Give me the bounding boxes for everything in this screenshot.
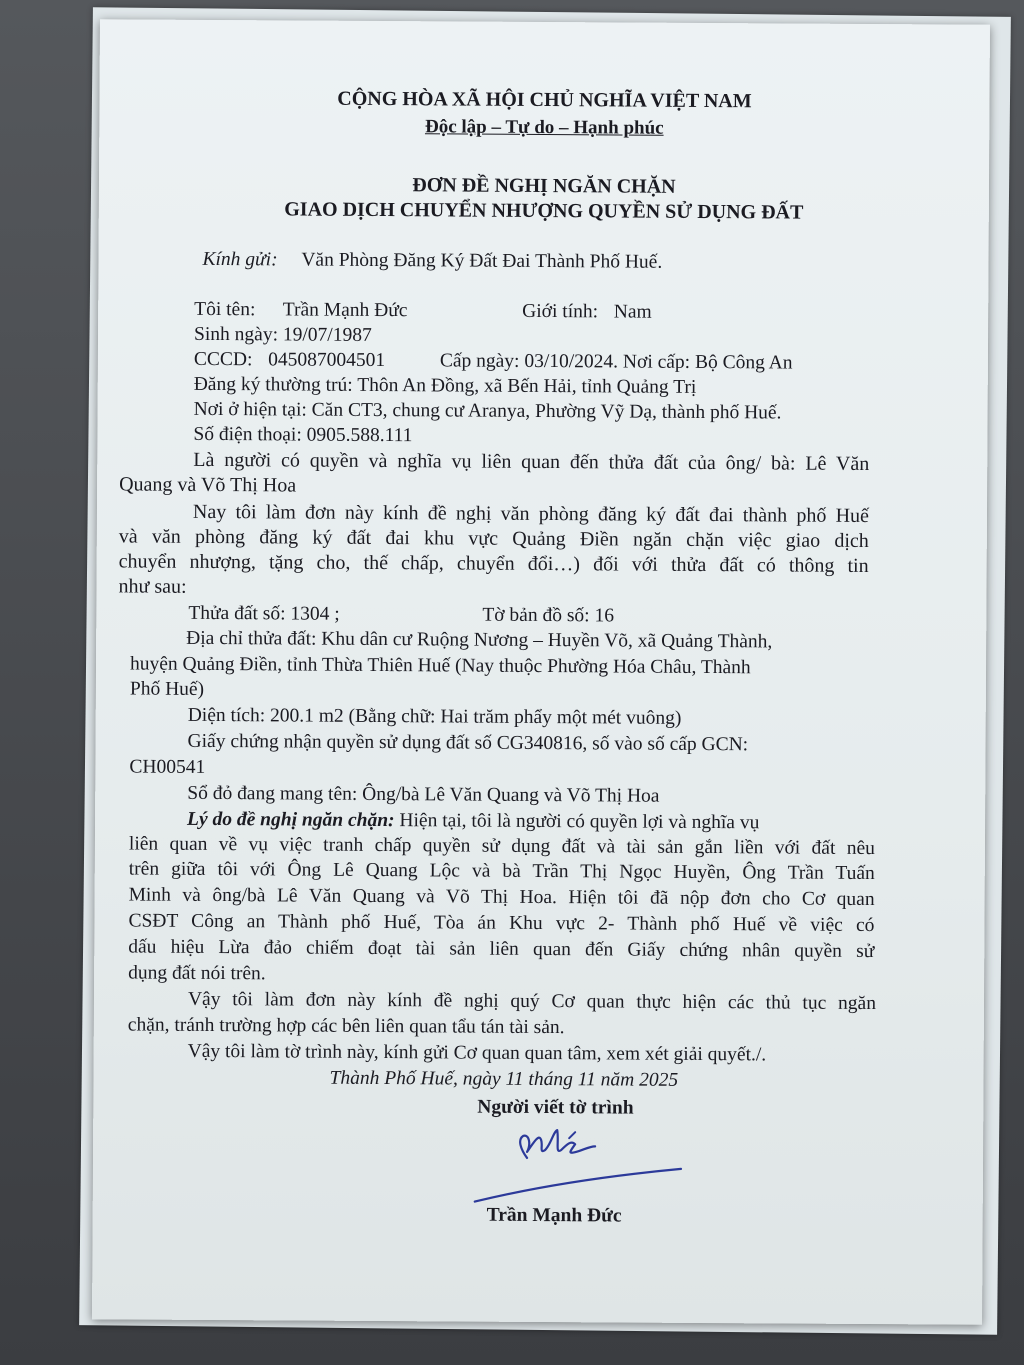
closing-line-2: chặn, tránh trường hợp các bên liên quan tẩu tán tài sản. — [127, 1014, 565, 1039]
map-sheet-number: Tờ bản đồ số: 16 — [482, 604, 615, 627]
parcel-address-line-2: huyện Quảng Điền, tỉnh Thừa Thiên Huế (Nay thuộc Phường Hóa Châu, Thành — [129, 653, 751, 679]
closing-line-1: Vậy tôi làm đơn này kính đề nghị quý Cơ quan thực hiện các thủ tục ngăn — [187, 988, 877, 1015]
signer-name: Trần Mạnh Đức — [486, 1204, 622, 1227]
relation-line-2: Quang và Võ Thị Hoa — [119, 473, 297, 497]
title-line-1: ĐƠN ĐỀ NGHỊ NGĂN CHẶN — [412, 174, 676, 198]
issue-line: Cấp ngày: 03/10/2024. Nơi cấp: Bộ Công An — [439, 350, 793, 374]
closing-line-3: Vậy tôi làm tờ trình này, kính gửi Cơ quan quan tâm, xem xét giải quyết./. — [187, 1040, 767, 1066]
reason-line-2: liên quan về vụ việc tranh chấp quyền sử dụng đất và tài sản gắn liền với đất nêu — [128, 833, 875, 860]
title-line-2: GIAO DỊCH CHUYỂN NHƯỢNG QUYỀN SỬ DỤNG ĐẤT — [284, 198, 804, 224]
reason-line-7: dụng đất nói trên. — [128, 962, 266, 985]
current-address: Nơi ở hiện tại: Căn CT3, chung cư Aranya, Phường Vỹ Dạ, thành phố Huế. — [193, 398, 782, 424]
nation-heading: CỘNG HÒA XÃ HỘI CHỦ NGHĨA VIỆT NAM — [337, 87, 752, 113]
motto — [99, 113, 989, 142]
relation-line-1: Là người có quyền và nghĩa vụ liên quan đến thửa đất của ông/ bà: Lê Văn — [193, 448, 870, 476]
reason-line-1-text: Hiện tại, tôi là người có quyền lợi và nghĩa vụ — [394, 810, 760, 834]
request-line-3: chuyển nhượng, tặng cho, thế chấp, chuyển đổi…) đối với thửa đất có thông tin — [118, 550, 869, 577]
reason-line-5: CSĐT Công an Thành phố Huế, Tòa án Khu vực 2- Thành phố Huế về việc có — [128, 910, 875, 937]
motto-text: Độc lập – Tự do – Hạnh phúc — [424, 116, 664, 139]
parcel-address-line-1: Địa chỉ thửa đất: Khu dân cư Ruộng Nương – Huyền Võ, xã Quảng Thành, — [186, 627, 773, 653]
gender-label: Giới tính: — [522, 300, 599, 323]
reason-line-6: dấu hiệu Lừa đảo chiếm đoạt tài sản liên quan đến Giấy chứng nhân quyền sử — [128, 936, 875, 963]
reason-line-4: Minh và ông/bà Lê Văn Quang và Võ Thị Hoa. Hiện tôi đã nộp đơn cho Cơ quan — [128, 884, 875, 911]
gender-value: Nam — [613, 301, 652, 323]
recipient-label: Kính gửi: — [202, 248, 278, 271]
permanent-address: Đăng ký thường trú: Thôn An Đồng, xã Bến Hải, tỉnh Quảng Trị — [193, 373, 697, 398]
signer-title: Người viết tờ trình — [477, 1096, 634, 1119]
request-line-4: như sau: — [118, 575, 187, 598]
reason-line-1 — [187, 808, 759, 835]
name-label: Tôi tên: — [194, 298, 256, 321]
certificate-line-2: CH00541 — [129, 756, 206, 778]
cccd-number: 045087004501 — [268, 349, 386, 372]
document-page — [92, 19, 990, 1324]
recipient-name: Văn Phòng Đăng Ký Đất Đai Thành Phố Huế. — [301, 249, 663, 273]
certificate-line-1: Giấy chứng nhận quyền sử dụng đất số CG340816, số vào số cấp GCN: — [187, 730, 749, 756]
reason-label: Lý do đề nghị ngăn chặn: — [187, 808, 395, 832]
request-line-1: Nay tôi làm đơn này kính đề nghị văn phòng đăng ký đất đai thành phố Huế — [192, 500, 870, 528]
reason-line-3: trên giữa tôi với Ông Lê Quang Lộc và bà Trần Thị Ngọc Huyền, Ông Trần Tuấn — [128, 858, 875, 885]
cccd-label: CCCD: — [193, 348, 253, 371]
parcel-address-line-3: Phố Huế) — [129, 678, 205, 700]
recipient-line — [202, 248, 662, 275]
request-line-2: và văn phòng đăng ký đất đai khu vực Quảng Điền ngăn chặn việc giao dịch — [118, 525, 869, 552]
cccd-line — [194, 348, 385, 373]
date-line: Thành Phố Huế, ngày 11 tháng 11 năm 2025 — [329, 1067, 679, 1091]
dob-line: Sinh ngày: 19/07/1987 — [193, 323, 372, 346]
applicant-name: Trần Mạnh Đức — [282, 299, 408, 322]
gender-line — [522, 300, 652, 325]
applicant-name-line — [194, 298, 407, 323]
parcel-area: Diện tích: 200.1 m2 (Bằng chữ: Hai trăm phẩy một mét vuông) — [187, 704, 682, 729]
parcel-number: Thửa đất số: 1304 ; — [188, 602, 340, 625]
phone-line: Số điện thoại: 0905.588.111 — [193, 423, 413, 447]
owner-line: Sổ đỏ đang mang tên: Ông/bà Lê Văn Quang và Võ Thị Hoa — [187, 782, 660, 807]
